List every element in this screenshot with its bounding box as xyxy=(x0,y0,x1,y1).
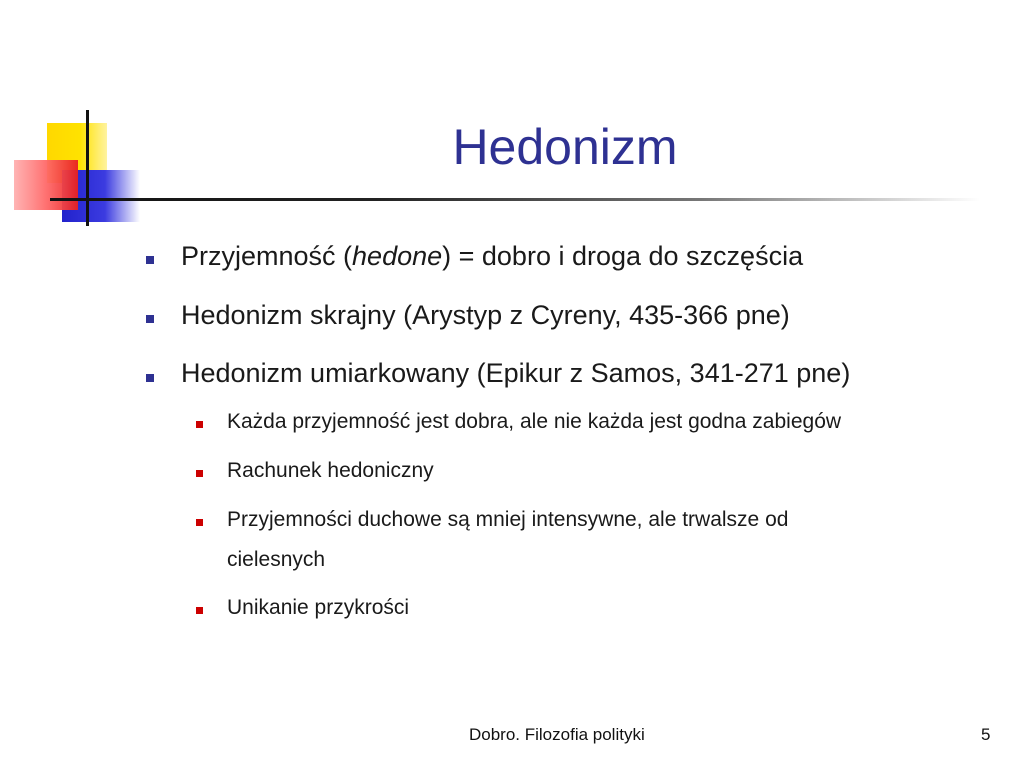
page-number: 5 xyxy=(981,725,991,744)
logo-vertical-line xyxy=(86,110,89,226)
bullet-1-italic: hedone xyxy=(352,241,443,271)
bullet-marker xyxy=(146,256,154,264)
sub-bullet-item-2: Rachunek hedoniczny xyxy=(227,459,434,482)
bullet-item-3: Hedonizm umiarkowany (Epikur z Samos, 341-271 pne) xyxy=(181,358,851,388)
title-underline xyxy=(50,198,980,201)
bullet-marker xyxy=(146,374,154,382)
sub-bullet-marker xyxy=(196,470,203,477)
sub-bullet-marker xyxy=(196,421,203,428)
bullet-item-1 xyxy=(181,241,803,272)
bullet-1-pre: Przyjemność ( xyxy=(181,241,353,271)
sub-bullet-item-4: Unikanie przykrości xyxy=(227,596,410,619)
sub-bullet-marker xyxy=(196,519,203,526)
sub-bullet-marker xyxy=(196,607,203,614)
sub-bullet-item-1: Każda przyjemność jest dobra, ale nie każda jest godna zabiegów xyxy=(227,410,842,433)
footer-text: Dobro. Filozofia polityki xyxy=(469,725,645,744)
bullet-item-2: Hedonizm skrajny (Arystyp z Cyreny, 435-366 pne) xyxy=(181,300,790,330)
logo-red-square xyxy=(14,160,78,210)
bullet-1-post: ) = dobro i droga do szczęścia xyxy=(442,241,804,271)
bullet-marker xyxy=(146,315,154,323)
sub-bullet-item-3-line-2: cielesnych xyxy=(227,548,326,571)
slide-title: Hedonizm xyxy=(452,119,678,175)
sub-bullet-item-3-line-1: Przyjemności duchowe są mniej intensywne, ale trwalsze od xyxy=(227,508,789,531)
